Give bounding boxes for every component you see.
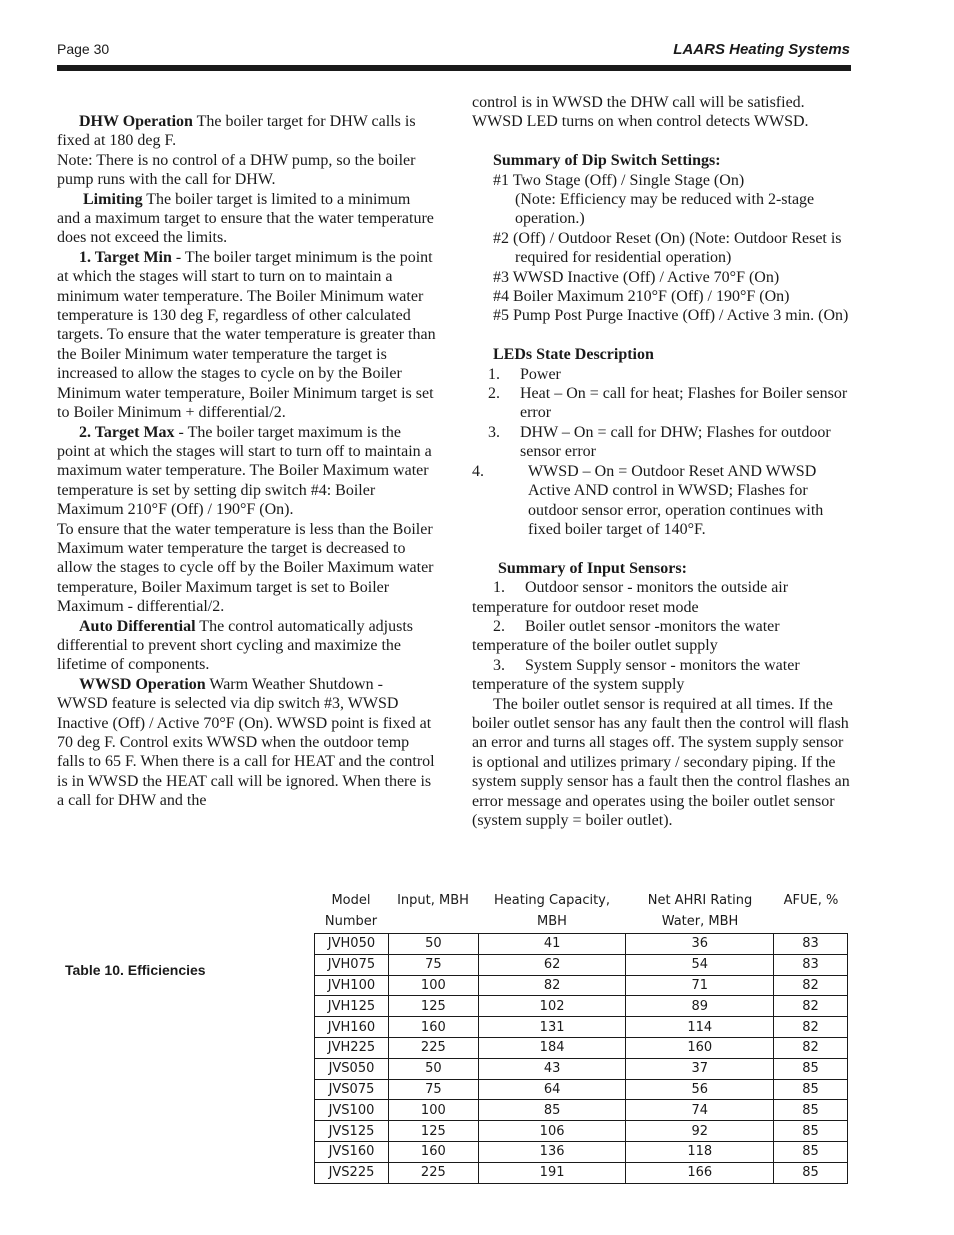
cell-model: JVS100 — [315, 1100, 389, 1121]
cell-input: 75 — [388, 954, 478, 975]
wwsd-continued: control is in WWSD the DHW call will be satisfied. WWSD LED turns on when control detects WWSD. — [472, 94, 809, 131]
led-item — [472, 423, 857, 462]
cell-ahri: 160 — [626, 1037, 774, 1058]
cell-input: 125 — [388, 996, 478, 1017]
table-row — [315, 1079, 848, 1100]
dhw-note: Note: There is no control of a DHW pump, so the boiler pump runs with the call for DHW. — [57, 151, 416, 189]
dip-note: (Note: Efficiency may be reduced with 2-stage operation.) — [515, 191, 815, 228]
led-text: WWSD – On = Outdoor Reset AND WWSD Active AND control in WWSD; Flashes for outdoor sensor error, operation continues with fixed boiler target of 140°F. — [528, 462, 824, 538]
cell-ahri: 166 — [626, 1162, 774, 1183]
sensor-item: 2. Boiler outlet sensor -monitors the water temperature of the boiler outlet supply — [472, 617, 784, 655]
column-header-capacity: Heating Capacity, MBH — [493, 893, 611, 929]
wwsd-paragraph — [57, 675, 437, 811]
cell-afue: 82 — [774, 1037, 848, 1058]
dhw-text: The boiler target for DHW calls is fixed at 180 deg F. — [57, 113, 416, 150]
dhw-paragraph — [57, 112, 437, 151]
cell-afue: 83 — [774, 954, 848, 975]
dhw-title: DHW Operation — [79, 113, 193, 130]
auto-differential-text: The control automatically adjusts differential to prevent short cycling and maximize the lifetime of components. — [57, 617, 414, 674]
limiting-paragraph — [57, 190, 437, 248]
cell-ahri: 118 — [626, 1141, 774, 1162]
cell-ahri: 36 — [626, 934, 774, 955]
cell-capacity: 43 — [478, 1058, 626, 1079]
cell-model: JVS160 — [315, 1141, 389, 1162]
table-row — [315, 1100, 848, 1121]
cell-afue: 82 — [774, 975, 848, 996]
table-row — [315, 975, 848, 996]
cell-model: JVS075 — [315, 1079, 389, 1100]
table-row — [315, 954, 848, 975]
led-item — [472, 365, 857, 384]
led-text: Heat – On = call for heat; Flashes for Boiler sensor error — [520, 385, 848, 422]
wwsd-text: Warm Weather Shutdown - WWSD feature is selected via dip switch #3, WWSD Inactive (Off) / Active 70°F (On). WWSD point is fixed at 70 deg F. Control exits WWSD when the outdoor temp falls to 65 F. When there is a call for HEAT and the control is in WWSD the HEAT call will be ignored. When there is a call for DHW and the — [57, 675, 435, 810]
cell-capacity: 131 — [478, 1017, 626, 1038]
led-item — [472, 462, 857, 540]
cell-model: JVH125 — [315, 996, 389, 1017]
limiting-title: Limiting — [83, 190, 143, 208]
cell-ahri: 71 — [626, 975, 774, 996]
cell-ahri: 114 — [626, 1017, 774, 1038]
cell-input: 225 — [388, 1162, 478, 1183]
cell-afue: 85 — [774, 1141, 848, 1162]
cell-model: JVH100 — [315, 975, 389, 996]
sensor-item: 1. Outdoor sensor - monitors the outside air temperature for outdoor reset mode — [472, 579, 793, 616]
cell-input: 50 — [388, 934, 478, 955]
cell-ahri: 92 — [626, 1121, 774, 1142]
column-header-input: Input, MBH — [397, 893, 469, 908]
ensure-paragraph: To ensure that the water temperature is less than the Boiler Maximum water temperature the target is decreased to allow the stages to cycle off by the Boiler Maximum water temperature, Boiler Maximum target is set to Boiler Maximum - differential/2. — [57, 520, 434, 616]
table-row — [315, 1037, 848, 1058]
cell-afue: 82 — [774, 996, 848, 1017]
led-item — [472, 384, 857, 423]
page-number: Page 30 — [57, 41, 110, 57]
cell-ahri: 89 — [626, 996, 774, 1017]
cell-model: JVS225 — [315, 1162, 389, 1183]
target-min-text: - The boiler target minimum is the point at which the stages will start to turn on to maintain a minimum water temperature. The Boiler Minimum water temperature is 130 deg F, regardless of other calculated targets. To ensure that the water temperature is greater than the Boiler Minimum water temperature the target is increased to allow the stages to cycle on by the Boiler Minimum water temperature, Boiler Minimum target is set to Boiler Minimum + differential/2. — [57, 248, 436, 422]
cell-ahri: 74 — [626, 1100, 774, 1121]
cell-model: JVH075 — [315, 954, 389, 975]
cell-afue: 82 — [774, 1017, 848, 1038]
dip-item: #1 Two Stage (Off) / Single Stage (On) — [493, 171, 745, 189]
limiting-text: The boiler target is limited to a minimum and a maximum target to ensure that the water temperature does not exceed the limits. — [57, 190, 434, 247]
cell-input: 160 — [388, 1141, 478, 1162]
cell-capacity: 106 — [478, 1121, 626, 1142]
cell-afue: 85 — [774, 1079, 848, 1100]
dip-item: #3 WWSD Inactive (Off) / Active 70°F (On) — [493, 268, 780, 286]
cell-model: JVH050 — [315, 934, 389, 955]
column-header-afue: AFUE, % — [783, 893, 839, 908]
cell-capacity: 41 — [478, 934, 626, 955]
cell-capacity: 82 — [478, 975, 626, 996]
table-caption: Table 10. Efficiencies — [65, 962, 206, 978]
dip-item: #4 Boiler Maximum 210°F (Off) / 190°F (On) — [493, 288, 790, 306]
cell-afue: 85 — [774, 1100, 848, 1121]
led-text: Power — [520, 365, 561, 383]
column-header-model: Model Number — [324, 893, 378, 929]
dip-item: #5 Pump Post Purge Inactive (Off) / Active 3 min. (On) — [493, 307, 849, 325]
target-max-title: 2. Target Max — [79, 423, 175, 441]
table-row — [315, 1121, 848, 1142]
cell-capacity: 191 — [478, 1162, 626, 1183]
cell-capacity: 184 — [478, 1037, 626, 1058]
table-row — [315, 996, 848, 1017]
efficiencies-table — [314, 933, 848, 1184]
led-number: 2. — [488, 385, 500, 403]
sensors-title: Summary of Input Sensors: — [498, 559, 687, 577]
led-number: 4. — [472, 462, 484, 480]
target-max-paragraph — [57, 423, 437, 520]
cell-ahri: 56 — [626, 1079, 774, 1100]
cell-capacity: 64 — [478, 1079, 626, 1100]
left-column — [57, 112, 437, 811]
header-rule — [57, 65, 851, 71]
table-row — [315, 934, 848, 955]
cell-ahri: 54 — [626, 954, 774, 975]
table-header — [314, 891, 848, 933]
table-row — [315, 1162, 848, 1183]
cell-afue: 83 — [774, 934, 848, 955]
target-min-paragraph — [57, 248, 437, 423]
wwsd-title: WWSD Operation — [79, 675, 206, 693]
cell-capacity: 62 — [478, 954, 626, 975]
cell-model: JVS050 — [315, 1058, 389, 1079]
cell-input: 75 — [388, 1079, 478, 1100]
dip-switch-title: Summary of Dip Switch Settings: — [493, 152, 721, 170]
cell-model: JVH225 — [315, 1037, 389, 1058]
brand-title: LAARS Heating Systems — [673, 41, 850, 58]
cell-capacity: 85 — [478, 1100, 626, 1121]
led-number: 1. — [488, 365, 500, 383]
cell-ahri: 37 — [626, 1058, 774, 1079]
cell-model: JVH160 — [315, 1017, 389, 1038]
target-max-text: - The boiler target maximum is the point at which the stages will start to turn off to maintain a maximum water temperature. The Boiler Maximum water temperature is set by setting dip switch #4: Boiler Maximum 210°F (Off) / 190°F (On). — [57, 423, 432, 519]
cell-input: 50 — [388, 1058, 478, 1079]
auto-differential-paragraph — [57, 617, 437, 675]
cell-input: 100 — [388, 975, 478, 996]
led-number: 3. — [488, 423, 500, 441]
table-row — [315, 1141, 848, 1162]
cell-afue: 85 — [774, 1058, 848, 1079]
cell-input: 225 — [388, 1037, 478, 1058]
right-column — [472, 93, 857, 830]
cell-input: 100 — [388, 1100, 478, 1121]
leds-title: LEDs State Description — [493, 346, 654, 364]
cell-input: 125 — [388, 1121, 478, 1142]
cell-afue: 85 — [774, 1162, 848, 1183]
cell-input: 160 — [388, 1017, 478, 1038]
cell-capacity: 136 — [478, 1141, 626, 1162]
column-header-ahri: Net AHRI Rating Water, MBH — [647, 893, 753, 929]
table-row — [315, 1058, 848, 1079]
target-min-title: 1. Target Min — [79, 248, 172, 266]
cell-model: JVS125 — [315, 1121, 389, 1142]
auto-differential-title: Auto Differential — [79, 617, 196, 635]
led-text: DHW – On = call for DHW; Flashes for outdoor sensor error — [520, 423, 831, 461]
cell-afue: 85 — [774, 1121, 848, 1142]
table-row — [315, 1017, 848, 1038]
sensor-summary: The boiler outlet sensor is required at all times. If the boiler outlet sensor has any fault then the control will flash an error and turns all stages off. The system supply sensor is optional and utilizes primary / secondary piping. If the system supply sensor has a fault then the control flashes an error message and operates using the boiler outlet sensor (system supply = boiler outlet). — [472, 695, 850, 829]
dip-item: #2 (Off) / Outdoor Reset (On) (Note: Outdoor Reset is required for residential operation) — [493, 229, 842, 267]
cell-capacity: 102 — [478, 996, 626, 1017]
sensor-item: 3. System Supply sensor - monitors the water temperature of the system supply — [472, 656, 804, 694]
